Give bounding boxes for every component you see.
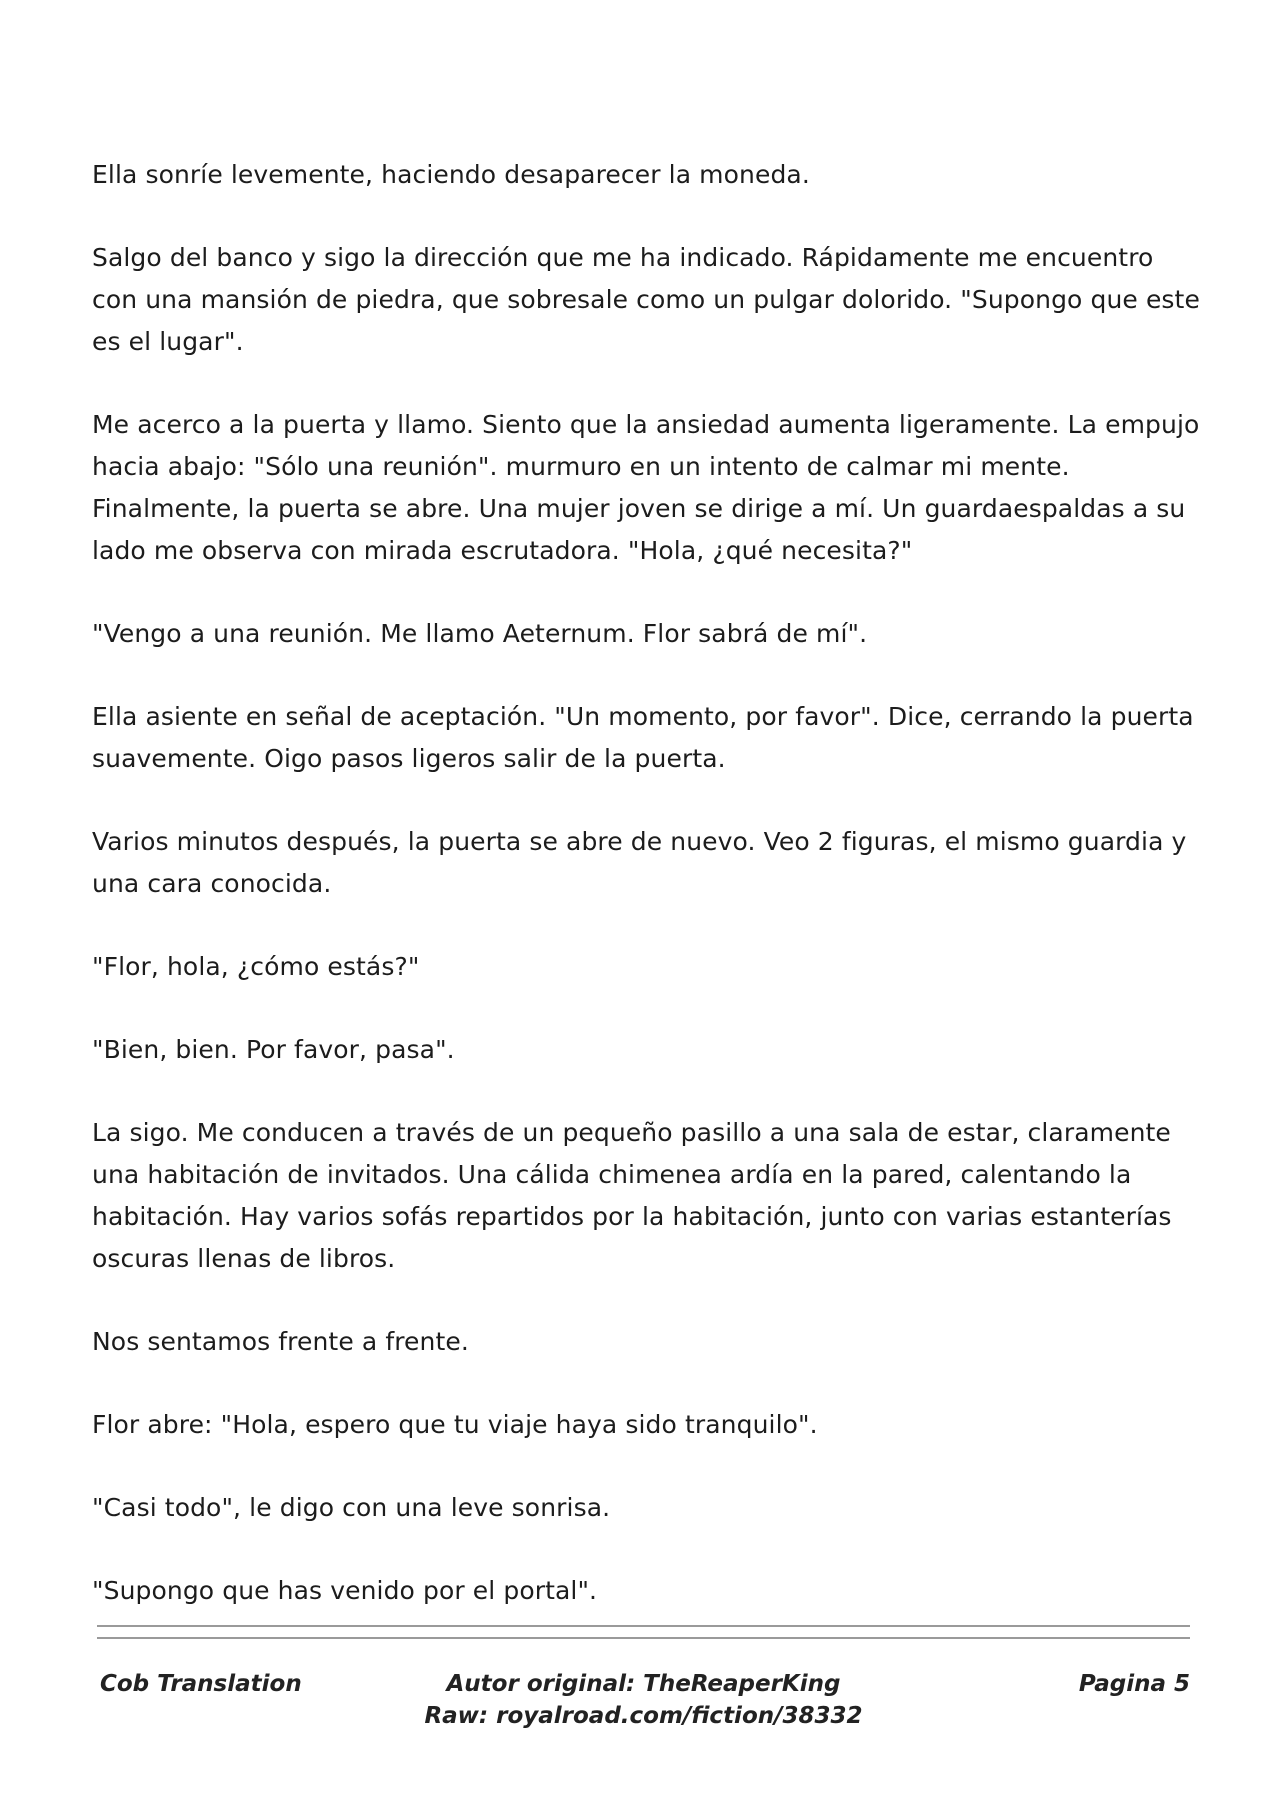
paragraph: Ella asiente en señal de aceptación. "Un momento, por favor". Dice, cerrando la puerta suavemente. Oigo pasos ligeros salir de la puerta.	[92, 702, 1194, 773]
paragraph: Flor abre: "Hola, espero que tu viaje haya sido tranquilo".	[92, 1410, 818, 1439]
paragraph: Me acerco a la puerta y llamo. Siento que la ansiedad aumenta ligeramente. La empujo hacia abajo: "Sólo una reunión". murmuro en un intento de calmar mi mente. Finalmente, la puerta se abre. Una mujer joven se dirige a mí. Un guardaespaldas a su lado me observa con mirada escrutadora. "Hola, ¿qué necesita?"	[92, 410, 1200, 565]
footer-divider-top	[97, 1625, 1190, 1627]
footer-translator: Cob Translation	[100, 1671, 302, 1697]
paragraph: "Supongo que has venido por el portal".	[92, 1576, 598, 1605]
footer-raw-source: Raw: royalroad.com/fiction/38332	[424, 1703, 863, 1729]
footer-credits	[97, 1668, 1190, 1732]
paragraph: Varios minutos después, la puerta se abre de nuevo. Veo 2 figuras, el mismo guardia y una cara conocida.	[92, 827, 1187, 898]
paragraph: Ella sonríe levemente, haciendo desaparecer la moneda.	[92, 160, 810, 189]
paragraph: Salgo del banco y sigo la dirección que me ha indicado. Rápidamente me encuentro con una mansión de piedra, que sobresale como un pulgar dolorido. "Supongo que este es el lugar".	[92, 243, 1200, 356]
body-text	[92, 154, 1202, 1653]
footer-divider-bottom	[97, 1637, 1190, 1639]
paragraph: "Casi todo", le digo con una leve sonrisa.	[92, 1493, 611, 1522]
paragraph: "Bien, bien. Por favor, pasa".	[92, 1035, 455, 1064]
paragraph: "Vengo a una reunión. Me llamo Aeternum. Flor sabrá de mí".	[92, 619, 868, 648]
paragraph: La sigo. Me conducen a través de un pequeño pasillo a una sala de estar, claramente una habitación de invitados. Una cálida chimenea ardía en la pared, calentando la habitación. Hay varios sofás repartidos por la habitación, junto con varias estanterías oscuras llenas de libros.	[92, 1118, 1172, 1273]
paragraph: Nos sentamos frente a frente.	[92, 1327, 469, 1356]
footer-original-author: Autor original: TheReaperKing	[446, 1671, 841, 1697]
footer-page-number: Pagina 5	[1078, 1671, 1190, 1697]
paragraph: "Flor, hola, ¿cómo estás?"	[92, 952, 420, 981]
